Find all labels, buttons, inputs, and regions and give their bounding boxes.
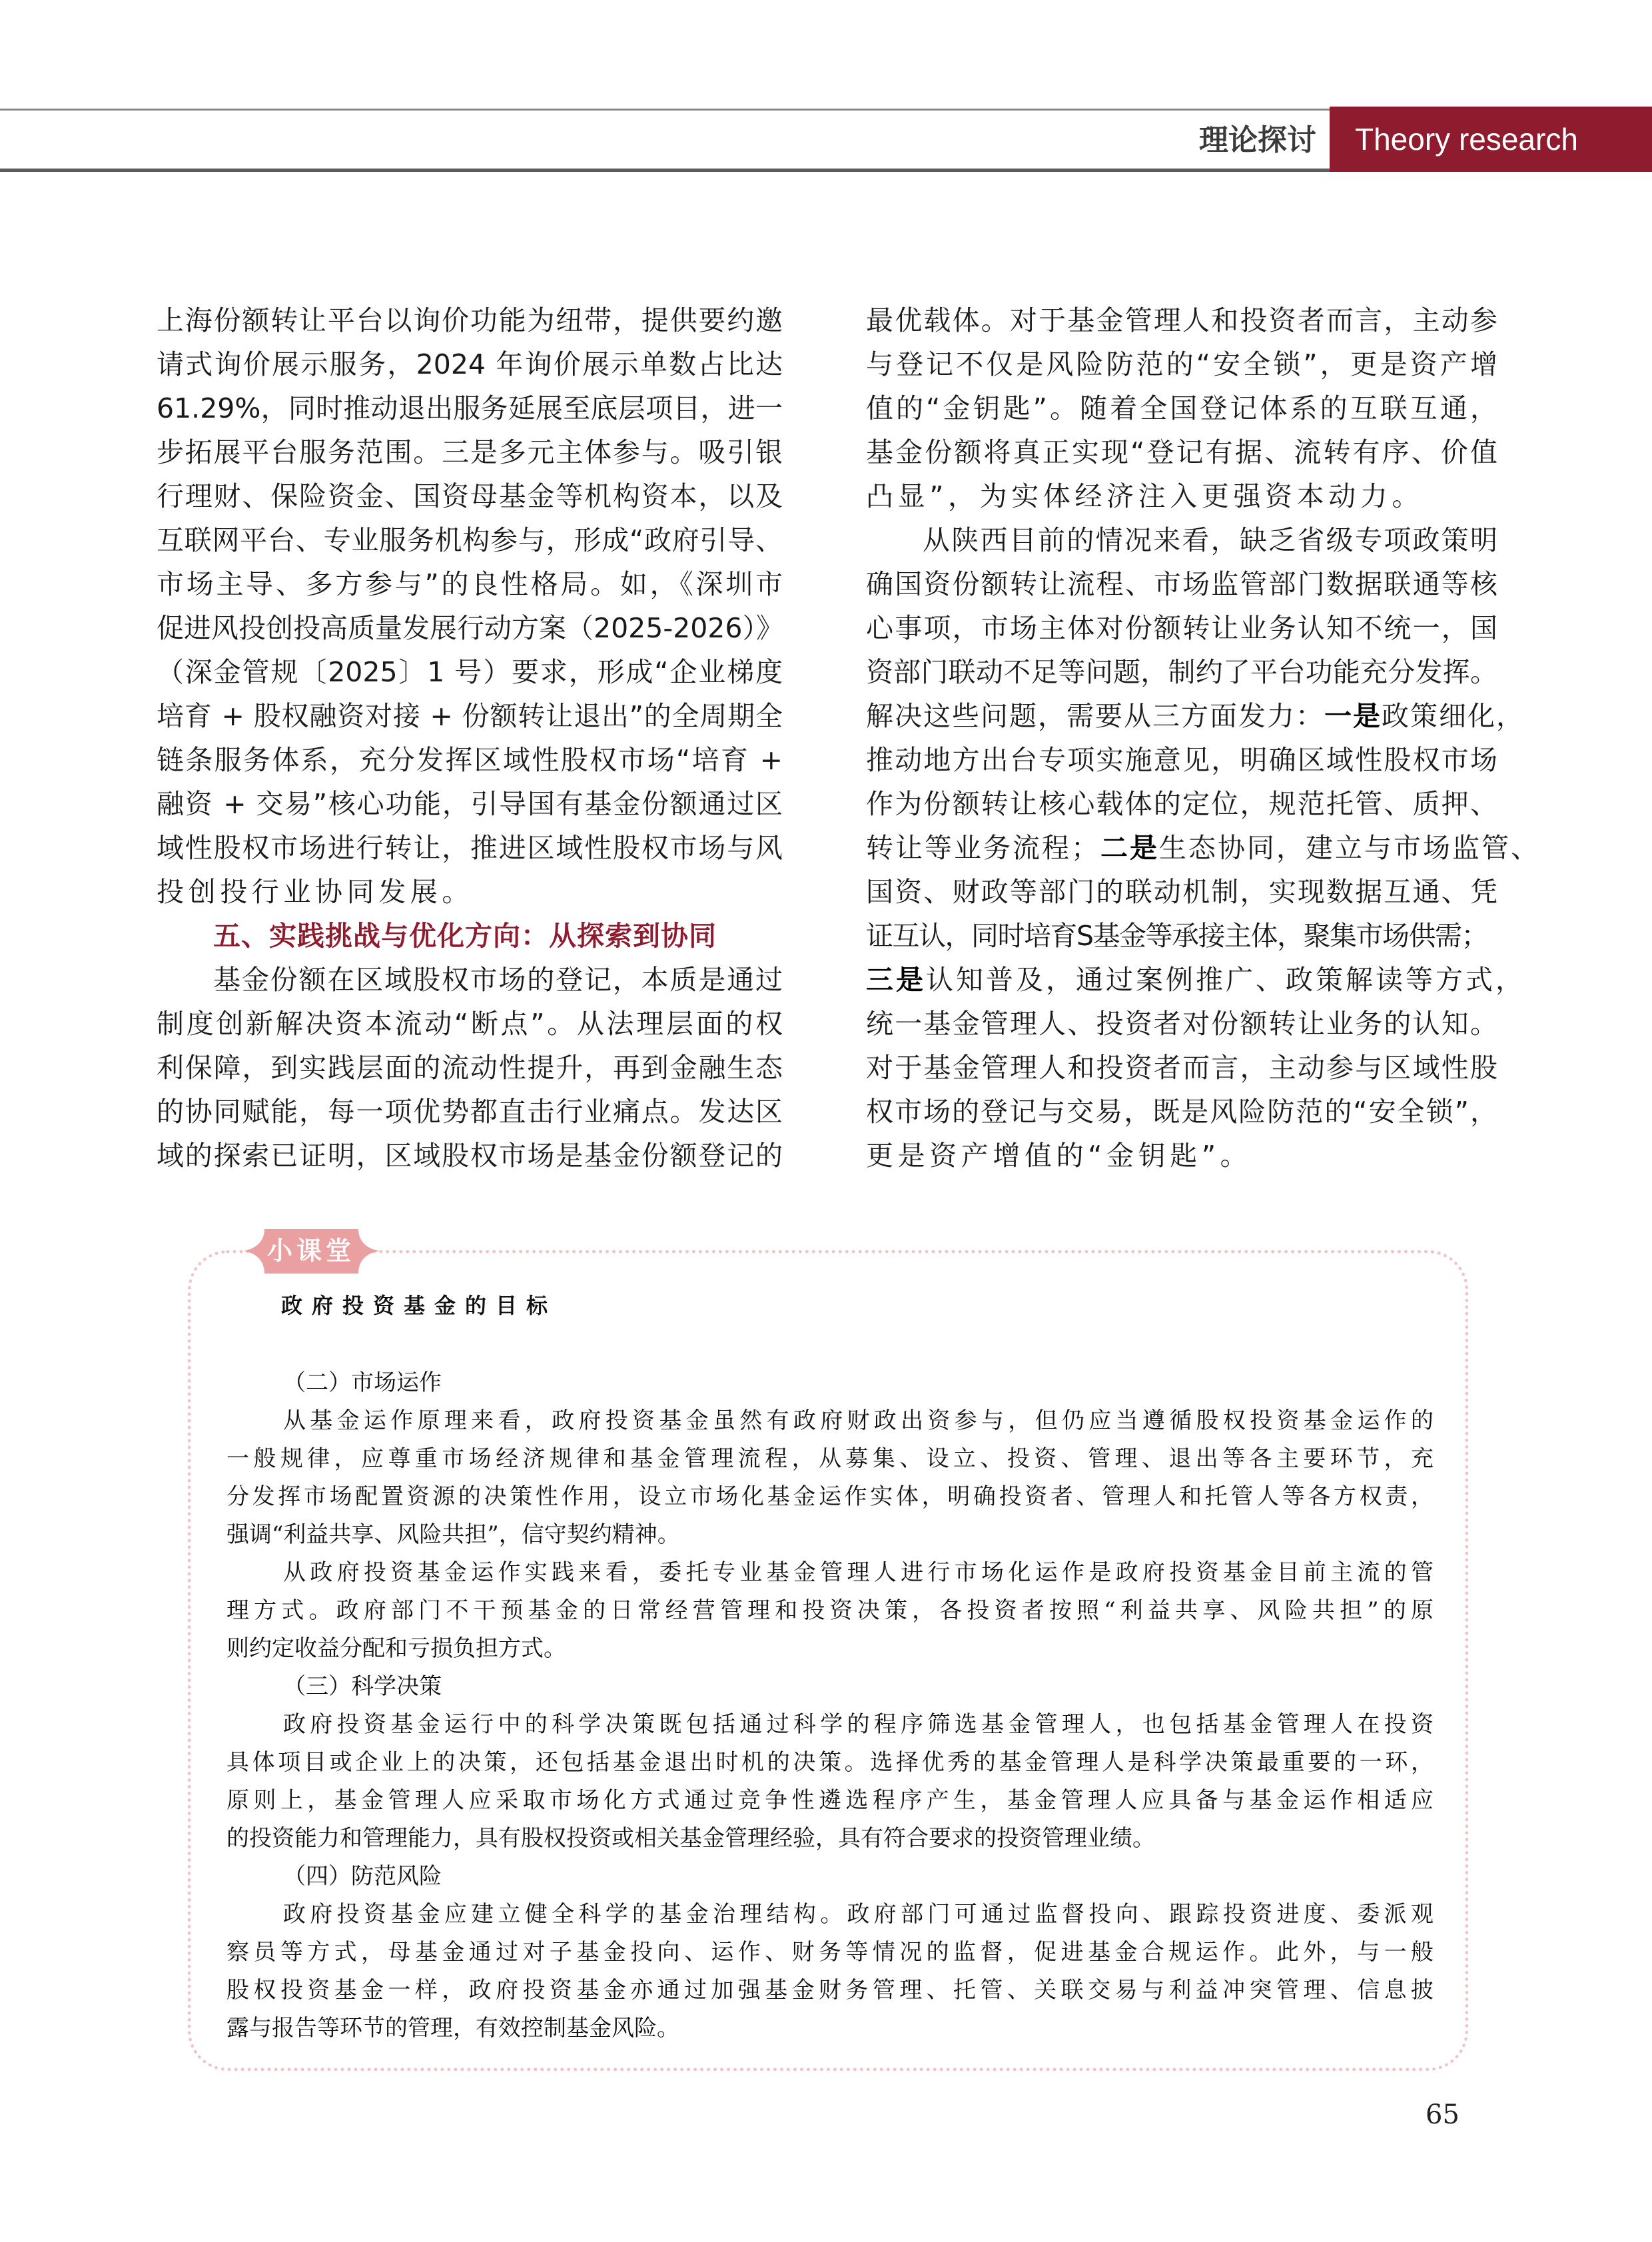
text-line: 统一基金管理人、投资者对份额转让业务的认知。 (866, 1008, 1497, 1040)
box-text-line: 具体项目或企业上的决策，还包括基金退出时机的决策。选择优秀的基金管理人是科学决策最重要的一环， (226, 1749, 1434, 1776)
text-line: 的协同赋能，每一项优势都直击行业痛点。发达区 (157, 1096, 783, 1128)
text-line: 步拓展平台服务范围。三是多元主体参与。吸引银 (157, 436, 783, 468)
text-line: 作为份额转让核心载体的定位，规范托管、质押、 (866, 788, 1497, 820)
text-line: 从陕西目前的情况来看，缺乏省级专项政策明 (923, 524, 1497, 556)
text-line: 培育 + 股权融资对接 + 份额转让退出”的全周期全 (157, 700, 783, 732)
text-line: 国资、财政等部门的联动机制，实现数据互通、凭 (866, 876, 1497, 908)
box-text-line: 强调“利益共享、风险共担”，信守契约精神。 (226, 1521, 680, 1548)
text-line: 资部门联动不足等问题，制约了平台功能充分发挥。 (866, 656, 1497, 688)
emphasis-one: 一是 (1324, 700, 1382, 732)
box-text-line: 露与报告等环节的管理，有效控制基金风险。 (226, 2015, 679, 2042)
text-line: 利保障，到实践层面的流动性提升，再到金融生态 (157, 1052, 783, 1084)
box-text-line: 股权投资基金一样，政府投资基金亦通过加强基金财务管理、托管、关联交易与利益冲突管理、信息披 (226, 1977, 1434, 2004)
box-title: 政府投资基金的目标 (281, 1293, 558, 1318)
box-text-line: 分发挥市场配置资源的决策性作用，设立市场化基金运作实体，明确投资者、管理人和托管人等各方权责， (226, 1483, 1434, 1510)
text-line: 与登记不仅是风险防范的“安全锁”，更是资产增 (866, 348, 1497, 380)
text-span: 解决这些问题，需要从三方面发力： (866, 700, 1324, 732)
badge-label: 小课堂 (266, 1236, 355, 1266)
box-text-line: 的投资能力和管理能力，具有股权投资或相关基金管理经验，具有符合要求的投资管理业绩。 (226, 1825, 1155, 1852)
box-subheading: （四）防范风险 (283, 1863, 442, 1890)
text-span: 认知普及，通过案例推广、政策解读等方式， (926, 964, 1525, 996)
box-text-line: 察员等方式，母基金通过对子基金投向、运作、财务等情况的监督，促进基金合规运作。此外，与一般 (226, 1939, 1434, 1966)
box-text-line: 政府投资基金运行中的科学决策既包括通过科学的程序筛选基金管理人，也包括基金管理人在投资 (283, 1711, 1434, 1738)
text-line (866, 826, 1540, 870)
box-subheading: （二）市场运作 (283, 1369, 442, 1396)
header-rule-bottom (0, 169, 1330, 172)
text-line: 基金份额在区域股权市场的登记，本质是通过 (213, 964, 783, 996)
text-line: 61.29%，同时推动退出服务延展至底层项目，进一 (157, 392, 783, 424)
text-line: 基金份额将真正实现“登记有据、流转有序、价值 (866, 436, 1497, 468)
text-line: 行理财、保险资金、国资母基金等机构资本，以及 (157, 480, 783, 512)
box-text-line: 从基金运作原理来看，政府投资基金虽然有政府财政出资参与，但仍应当遵循股权投资基金运作的 (283, 1407, 1434, 1434)
text-line: 融资 + 交易”核心功能，引导国有基金份额通过区 (157, 788, 783, 820)
page-number: 65 (1426, 2099, 1459, 2130)
box-text-line: 从政府投资基金运作实践来看，委托专业基金管理人进行市场化运作是政府投资基金目前主流的管 (283, 1559, 1434, 1586)
box-text-line: 一般规律，应尊重市场经济规律和基金管理流程，从募集、设立、投资、管理、退出等各主要环节，充 (226, 1445, 1434, 1472)
text-line: 权市场的登记与交易，既是风险防范的“安全锁”， (866, 1096, 1497, 1128)
text-line: 互联网平台、专业服务机构参与，形成“政府引导、 (157, 524, 783, 556)
text-line: 心事项，市场主体对份额转让业务认知不统一，国 (866, 612, 1497, 644)
text-span: 政策细化， (1382, 700, 1525, 732)
text-line: 最优载体。对于基金管理人和投资者而言，主动参 (866, 304, 1497, 336)
text-line: 对于基金管理人和投资者而言，主动参与区域性股 (866, 1052, 1497, 1084)
text-line: 域性股权市场进行转让，推进区域性股权市场与风 (157, 832, 783, 864)
box-text-line: 则约定收益分配和亏损负担方式。 (226, 1635, 566, 1662)
box-subheading: （三）科学决策 (283, 1673, 442, 1700)
text-line: 域的探索已证明，区域股权市场是基金份额登记的 (157, 1140, 783, 1172)
header-rule-top (0, 109, 1330, 111)
text-line: 推动地方出台专项实施意见，明确区域性股权市场 (866, 744, 1497, 776)
text-line: 值的“金钥匙”。随着全国登记体系的互联互通， (866, 392, 1497, 424)
text-line: 证互认，同时培育S基金等承接主体，聚集市场供需； (866, 920, 1488, 952)
text-line (866, 694, 1525, 738)
text-line: 请式询价展示服务，2024 年询价展示单数占比达 (157, 348, 783, 380)
box-text-line: 原则上，基金管理人应采取市场化方式通过竞争性遴选程序产生，基金管理人应具备与基金运作相适应 (226, 1787, 1434, 1814)
text-line: 更是资产增值的“金钥匙”。 (866, 1140, 1252, 1172)
text-span: 转让等业务流程； (866, 832, 1100, 864)
text-line: 市场主导、多方参与”的良性格局。如，《深圳市 (157, 568, 783, 600)
section-heading: 五、实践挑战与优化方向：从探索到协同 (213, 920, 717, 952)
text-line: 凸显”，为实体经济注入更强资本动力。 (866, 480, 1424, 512)
box-text-line: 理方式。政府部门不干预基金的日常经营管理和投资决策，各投资者按照“利益共享、风险共担”的原 (226, 1597, 1434, 1624)
text-line: 确国资份额转让流程、市场监管部门数据联通等核 (866, 568, 1497, 600)
section-title-en: Theory research (1355, 122, 1578, 157)
text-line: 促进风投创投高质量发展行动方案（2025-2026）》 (157, 612, 783, 644)
text-line: 链条服务体系，充分发挥区域性股权市场“培育 + (157, 744, 783, 776)
text-span: 生态协同，建立与市场监管、 (1159, 832, 1540, 864)
text-line: （深金管规〔2025〕1 号）要求，形成“企业梯度 (157, 656, 783, 688)
emphasis-three: 三是 (866, 964, 926, 996)
emphasis-two: 二是 (1100, 832, 1159, 864)
text-line: 制度创新解决资本流动“断点”。从法理层面的权 (157, 1008, 783, 1040)
text-line: 上海份额转让平台以询价功能为纽带，提供要约邀 (157, 304, 783, 336)
text-line (866, 958, 1525, 1002)
text-line: 投创投行业协同发展。 (157, 876, 474, 908)
box-text-line: 政府投资基金应建立健全科学的基金治理结构。政府部门可通过监督投向、跟踪投资进度、委派观 (283, 1901, 1434, 1928)
section-title-cn: 理论探讨 (1199, 123, 1316, 157)
